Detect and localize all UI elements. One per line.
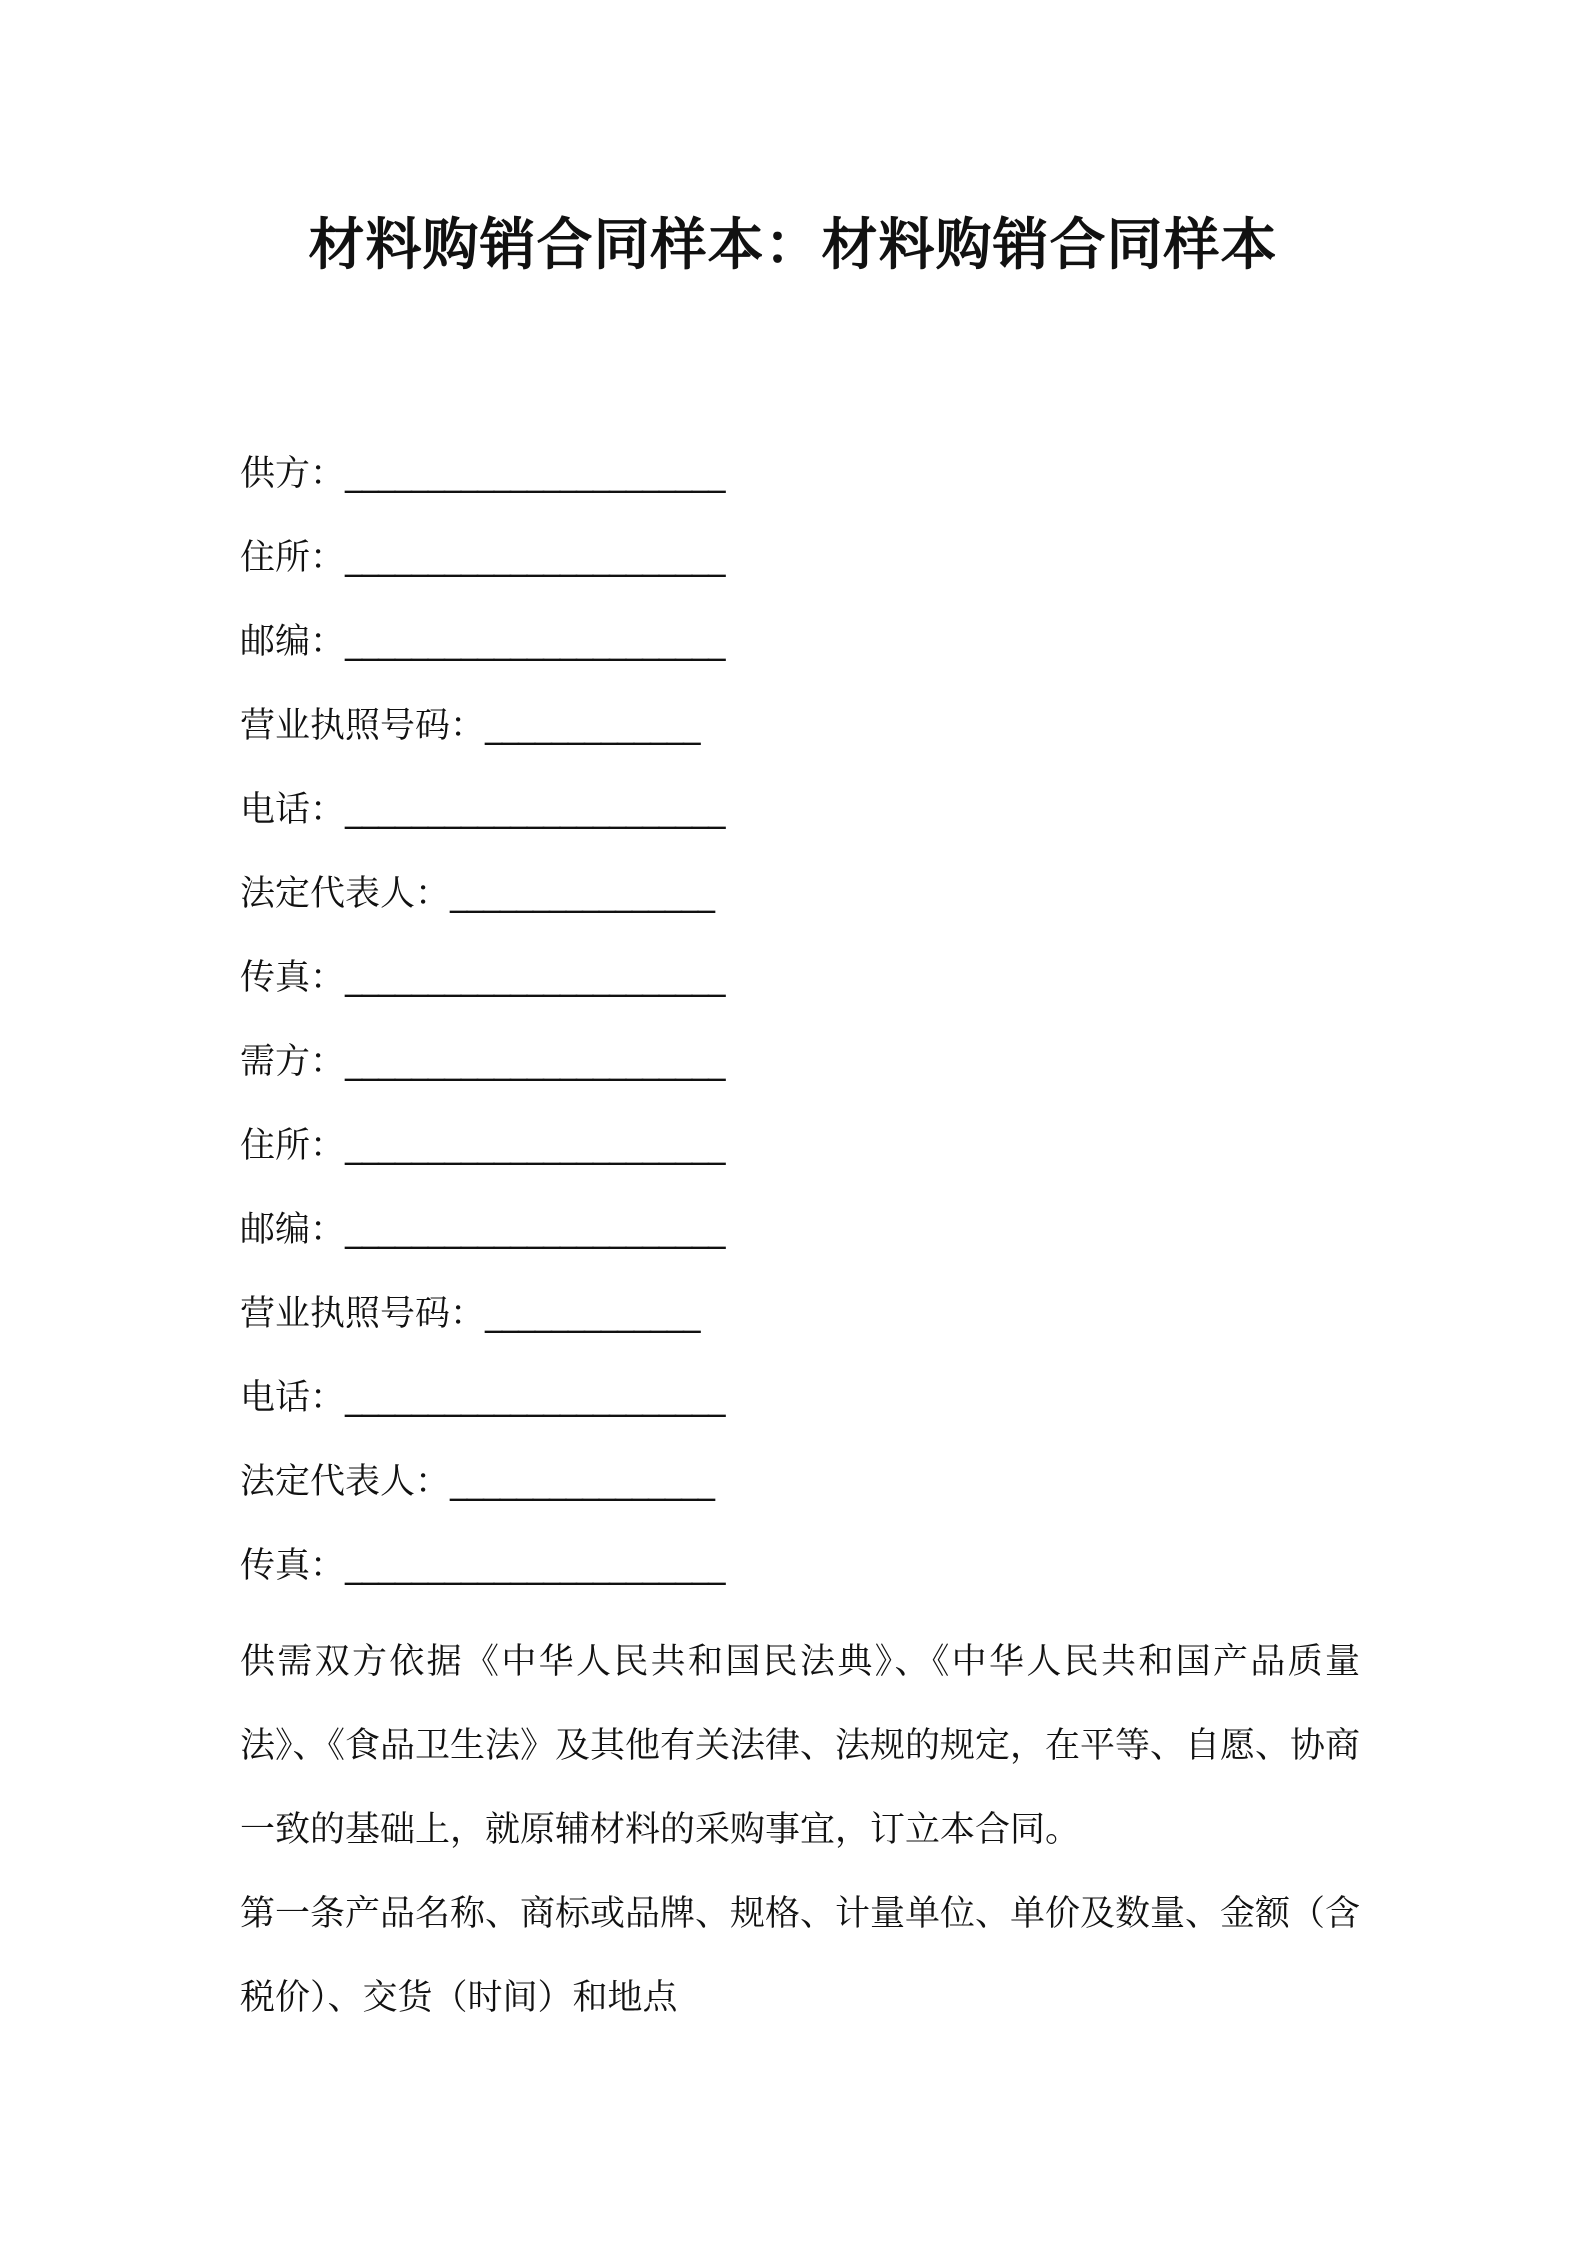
fill-in-blank: _____________ <box>485 706 700 746</box>
field-label: 电话： <box>240 1378 346 1418</box>
buyer-fax-field <box>240 1542 1360 1626</box>
fill-in-blank: _______________________ <box>345 790 725 830</box>
buyer-address-field <box>240 1122 1360 1206</box>
field-label: 营业执照号码： <box>240 706 486 746</box>
buyer-phone-field <box>240 1374 1360 1458</box>
fill-in-blank: _____________ <box>485 1294 700 1334</box>
field-label: 供方： <box>240 454 346 494</box>
buyer-name-field <box>240 1038 1360 1122</box>
fill-in-blank: ________________ <box>450 874 715 914</box>
contract-preamble-paragraph: 供需双方依据《中华人民共和国民法典》、《中华人民共和国产品质量法》、《食品卫生法》及其他有关法律、法规的规定，在平等、自愿、协商一致的基础上，就原辅材料的采购事宜，订立本合同。 <box>240 1642 1361 1850</box>
fill-in-blank: _______________________ <box>345 1042 725 1082</box>
supplier-phone-field <box>240 786 1360 870</box>
supplier-fax-field <box>240 954 1360 1038</box>
fill-in-blank: _______________________ <box>345 958 725 998</box>
fill-in-blank: _______________________ <box>345 1210 725 1250</box>
buyer-representative-field <box>240 1458 1360 1542</box>
fill-in-blank: _______________________ <box>345 622 725 662</box>
supplier-address-field <box>240 534 1360 618</box>
field-label: 住所： <box>240 1126 346 1166</box>
fill-in-blank: _______________________ <box>345 1546 725 1586</box>
supplier-postcode-field <box>240 618 1360 702</box>
field-label: 邮编： <box>240 1210 346 1250</box>
fill-in-blank: _______________________ <box>345 538 725 578</box>
buyer-postcode-field <box>240 1206 1360 1290</box>
buyer-license-field <box>240 1290 1360 1374</box>
contract-body <box>240 1620 1360 2040</box>
fill-in-blank: _______________________ <box>345 1378 725 1418</box>
document-title: 材料购销合同样本：材料购销合同样本 <box>308 213 1278 278</box>
field-label: 邮编： <box>240 622 346 662</box>
field-label: 传真： <box>240 1546 346 1586</box>
fill-in-blank: _______________________ <box>345 1126 725 1166</box>
fill-in-blank: _______________________ <box>345 454 725 494</box>
field-label: 法定代表人： <box>240 874 451 914</box>
supplier-representative-field <box>240 870 1360 954</box>
field-label: 电话： <box>240 790 346 830</box>
field-label: 营业执照号码： <box>240 1294 486 1334</box>
field-label: 传真： <box>240 958 346 998</box>
field-label: 住所： <box>240 538 346 578</box>
fill-in-blank: ________________ <box>450 1462 715 1502</box>
field-label: 法定代表人： <box>240 1462 451 1502</box>
party-info-fields <box>240 450 1360 1626</box>
supplier-license-field <box>240 702 1360 786</box>
field-label: 需方： <box>240 1042 346 1082</box>
supplier-name-field <box>240 450 1360 534</box>
article-one-heading: 第一条产品名称、商标或品牌、规格、计量单位、单价及数量、金额（含税价）、交货（时间）和地点 <box>240 1894 1361 2018</box>
